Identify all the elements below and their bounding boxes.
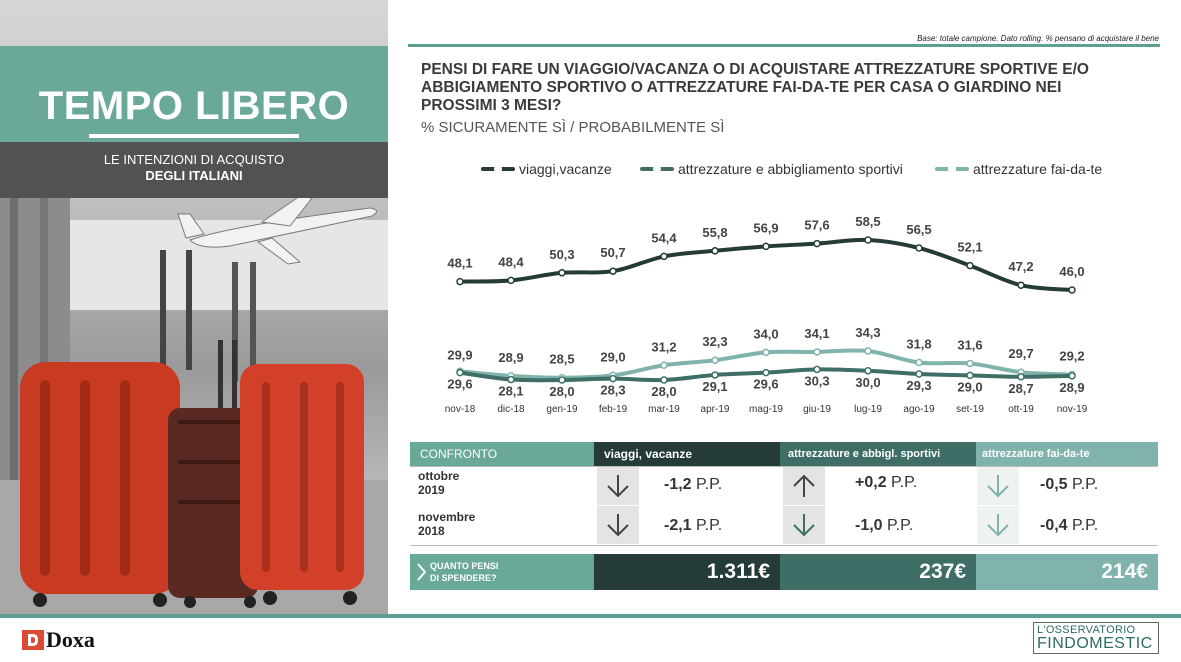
- data-label: 34,1: [804, 325, 830, 341]
- data-label: 55,8: [702, 224, 728, 240]
- legend-label-sportivi: attrezzature e abbigliamento sportivi: [678, 161, 903, 177]
- table-header-sportivi: attrezzature e abbigl. sportivi: [780, 442, 976, 466]
- delta-number: -0,4: [1040, 517, 1068, 534]
- data-label: 29,2: [1059, 348, 1085, 364]
- chevron-right-icon: [414, 554, 430, 590]
- data-label: 56,5: [906, 222, 932, 237]
- line-chart: [410, 180, 1110, 420]
- data-point: [763, 243, 769, 249]
- data-label: 50,7: [600, 245, 626, 261]
- arrow-up-icon: [783, 467, 825, 505]
- data-point: [559, 377, 565, 383]
- data-point: [661, 377, 667, 383]
- panel-subtitle-line1: LE INTENZIONI DI ACQUISTO: [103, 152, 285, 167]
- delta-unit: P.P.: [887, 517, 914, 534]
- doxa-mark-icon: [22, 630, 44, 650]
- data-label: 31,8: [906, 336, 932, 352]
- data-label: 52,1: [957, 239, 983, 255]
- data-point: [763, 349, 769, 355]
- data-point: [457, 370, 463, 376]
- x-tick-label: ott-19: [1008, 404, 1034, 415]
- data-label: 28,7: [1008, 380, 1034, 396]
- row-label-year: 2019: [418, 483, 445, 497]
- x-tick-label: ago-19: [903, 404, 935, 415]
- data-label: 28,0: [651, 384, 677, 399]
- data-label: 28,1: [498, 383, 524, 399]
- data-label: 29,3: [906, 378, 932, 394]
- data-label: 29,1: [702, 378, 728, 394]
- data-point: [916, 360, 922, 366]
- bottom-divider: [0, 614, 1181, 618]
- delta-unit: P.P.: [1072, 517, 1099, 534]
- data-label: 46,0: [1059, 264, 1085, 279]
- doxa-wordmark: Doxa: [46, 627, 95, 652]
- delta-value: [1040, 476, 1098, 494]
- delta-number: -0,5: [1040, 476, 1068, 493]
- delta-value: [1040, 517, 1098, 535]
- delta-unit: P.P.: [1072, 476, 1099, 493]
- row-label-month: ottobre: [418, 469, 460, 483]
- x-tick-label: nov-18: [444, 404, 476, 415]
- data-point: [712, 372, 718, 378]
- data-point: [661, 253, 667, 259]
- data-label: 30,0: [855, 374, 881, 390]
- delta-unit: P.P.: [696, 476, 723, 493]
- data-label: 28,9: [498, 349, 524, 365]
- data-point: [712, 248, 718, 254]
- table-header-confronto: CONFRONTO: [410, 442, 594, 466]
- legend-swatch-sportivi: [640, 167, 674, 171]
- data-point: [610, 376, 616, 382]
- data-point: [1018, 374, 1024, 380]
- data-label: 31,6: [957, 337, 983, 353]
- data-label: 48,1: [447, 255, 473, 271]
- legend-label-faidate: attrezzature fai-da-te: [973, 161, 1103, 177]
- top-divider: [408, 44, 1160, 47]
- legend-item-faidate: [935, 160, 1102, 178]
- travel-photo: [0, 0, 388, 614]
- arrow-down-icon: [597, 506, 639, 544]
- legend-swatch-viaggi: [481, 167, 515, 171]
- spend-question-line1: QUANTO PENSI: [430, 561, 499, 571]
- table-header-viaggi: viaggi, vacanze: [594, 442, 780, 466]
- legend-item-viaggi: [481, 160, 612, 178]
- data-label: 34,0: [753, 326, 779, 342]
- data-point: [508, 377, 514, 383]
- data-point: [814, 366, 820, 372]
- data-label: 31,2: [651, 339, 677, 355]
- survey-question: PENSI DI FARE UN VIAGGIO/VACANZA O DI ACQUISTARE ATTREZZATURE SPORTIVE E/O ABBIGIAMENTO SPORTIVO O ATTREZZATURE FAI-DA-TE PER CASA O GIARDINO NEI PROSSIMI 3 MESI?: [421, 61, 1089, 114]
- data-label: 34,3: [855, 325, 881, 341]
- delta-value: [664, 517, 722, 535]
- delta-number: -2,1: [664, 517, 692, 534]
- data-label: 28,5: [549, 351, 575, 367]
- delta-value: [855, 474, 917, 492]
- legend-label-viaggi: viaggi,vacanze: [519, 161, 612, 177]
- page-title: TEMPO LIBERO: [38, 84, 350, 128]
- data-point: [967, 372, 973, 378]
- data-point: [508, 277, 514, 283]
- data-point: [712, 357, 718, 363]
- x-tick-label: nov-19: [1056, 404, 1088, 415]
- x-tick-label: giu-19: [803, 404, 831, 415]
- data-label: 28,0: [549, 384, 575, 399]
- x-tick-label: lug-19: [854, 404, 882, 415]
- title-underline: [89, 134, 299, 138]
- data-label: 28,3: [600, 382, 626, 398]
- data-point: [967, 360, 973, 366]
- data-label: 29,6: [447, 376, 473, 392]
- findomestic-logo: [1033, 622, 1159, 654]
- data-label: 28,9: [1059, 379, 1085, 395]
- x-tick-label: gen-19: [546, 404, 578, 415]
- doxa-logo: [22, 627, 95, 653]
- spend-value-sportivi: 237€: [780, 554, 976, 590]
- data-point: [763, 370, 769, 376]
- arrow-down-icon: [597, 467, 639, 505]
- data-label: 29,7: [1008, 346, 1034, 362]
- arrow-down-icon: [977, 467, 1019, 505]
- data-point: [457, 279, 463, 285]
- spend-question-cell: [410, 554, 594, 590]
- base-note: Base: totale campione. Dato rolling. % pensano di acquistare il bene: [917, 34, 1159, 43]
- data-point: [814, 349, 820, 355]
- data-label: 29,0: [600, 349, 626, 365]
- data-point: [814, 241, 820, 247]
- arrow-down-icon: [783, 506, 825, 544]
- arrow-down-icon: [977, 506, 1019, 544]
- data-label: 58,5: [855, 214, 881, 229]
- data-point: [916, 245, 922, 251]
- data-point: [865, 368, 871, 374]
- delta-unit: P.P.: [696, 517, 723, 534]
- data-point: [916, 371, 922, 377]
- data-label: 56,9: [753, 220, 779, 236]
- legend-swatch-faidate: [935, 167, 969, 171]
- data-point: [865, 237, 871, 243]
- findomestic-logo-line1: L'OSSERVATORIO: [1037, 624, 1136, 636]
- data-label: 47,2: [1008, 259, 1034, 275]
- data-label: 29,6: [753, 376, 779, 392]
- data-label: 54,4: [651, 230, 677, 246]
- x-tick-label: set-19: [956, 404, 984, 415]
- row-label-month: novembre: [418, 510, 476, 524]
- findomestic-logo-line2: FINDOMESTIC: [1037, 635, 1153, 652]
- delta-number: -1,0: [855, 517, 883, 534]
- spend-value-viaggi: 1.311€: [594, 554, 780, 590]
- data-label: 29,9: [447, 347, 473, 363]
- x-tick-label: feb-19: [598, 404, 628, 415]
- table-divider: [410, 545, 1158, 546]
- delta-value: [855, 517, 913, 535]
- data-point: [865, 348, 871, 354]
- delta-number: -1,2: [664, 476, 692, 493]
- data-point: [1018, 282, 1024, 288]
- legend-item-sportivi: [640, 160, 903, 178]
- x-tick-label: mar-19: [648, 404, 680, 415]
- data-label: 57,6: [804, 217, 830, 233]
- x-tick-label: mag-19: [749, 404, 783, 415]
- spend-question-line2: DI SPENDERE?: [430, 573, 497, 583]
- data-label: 32,3: [702, 334, 728, 350]
- data-point: [610, 268, 616, 274]
- table-header-faidate: attrezzature fai-da-te: [976, 442, 1158, 466]
- spend-value-faidate: 214€: [976, 554, 1158, 590]
- data-point: [559, 270, 565, 276]
- data-label: 50,3: [549, 246, 575, 262]
- data-point: [1069, 287, 1075, 293]
- delta-number: +0,2: [855, 474, 887, 491]
- panel-subtitle-line2: DEGLI ITALIANI: [145, 168, 243, 183]
- x-tick-label: apr-19: [700, 404, 730, 415]
- data-point: [661, 362, 667, 368]
- data-label: 48,4: [498, 254, 524, 270]
- delta-value: [664, 476, 722, 494]
- data-point: [1069, 373, 1075, 379]
- row-label-year: 2018: [418, 524, 445, 538]
- data-point: [967, 263, 973, 269]
- data-label: 29,0: [957, 379, 983, 395]
- x-tick-label: dic-18: [497, 404, 525, 415]
- row-label-ottobre: [418, 469, 459, 497]
- chart-subtitle: % SICURAMENTE SÌ / PROBABILMENTE SÌ: [421, 119, 725, 136]
- data-label: 30,3: [804, 373, 830, 389]
- delta-unit: P.P.: [891, 474, 918, 491]
- row-label-novembre: [418, 510, 475, 538]
